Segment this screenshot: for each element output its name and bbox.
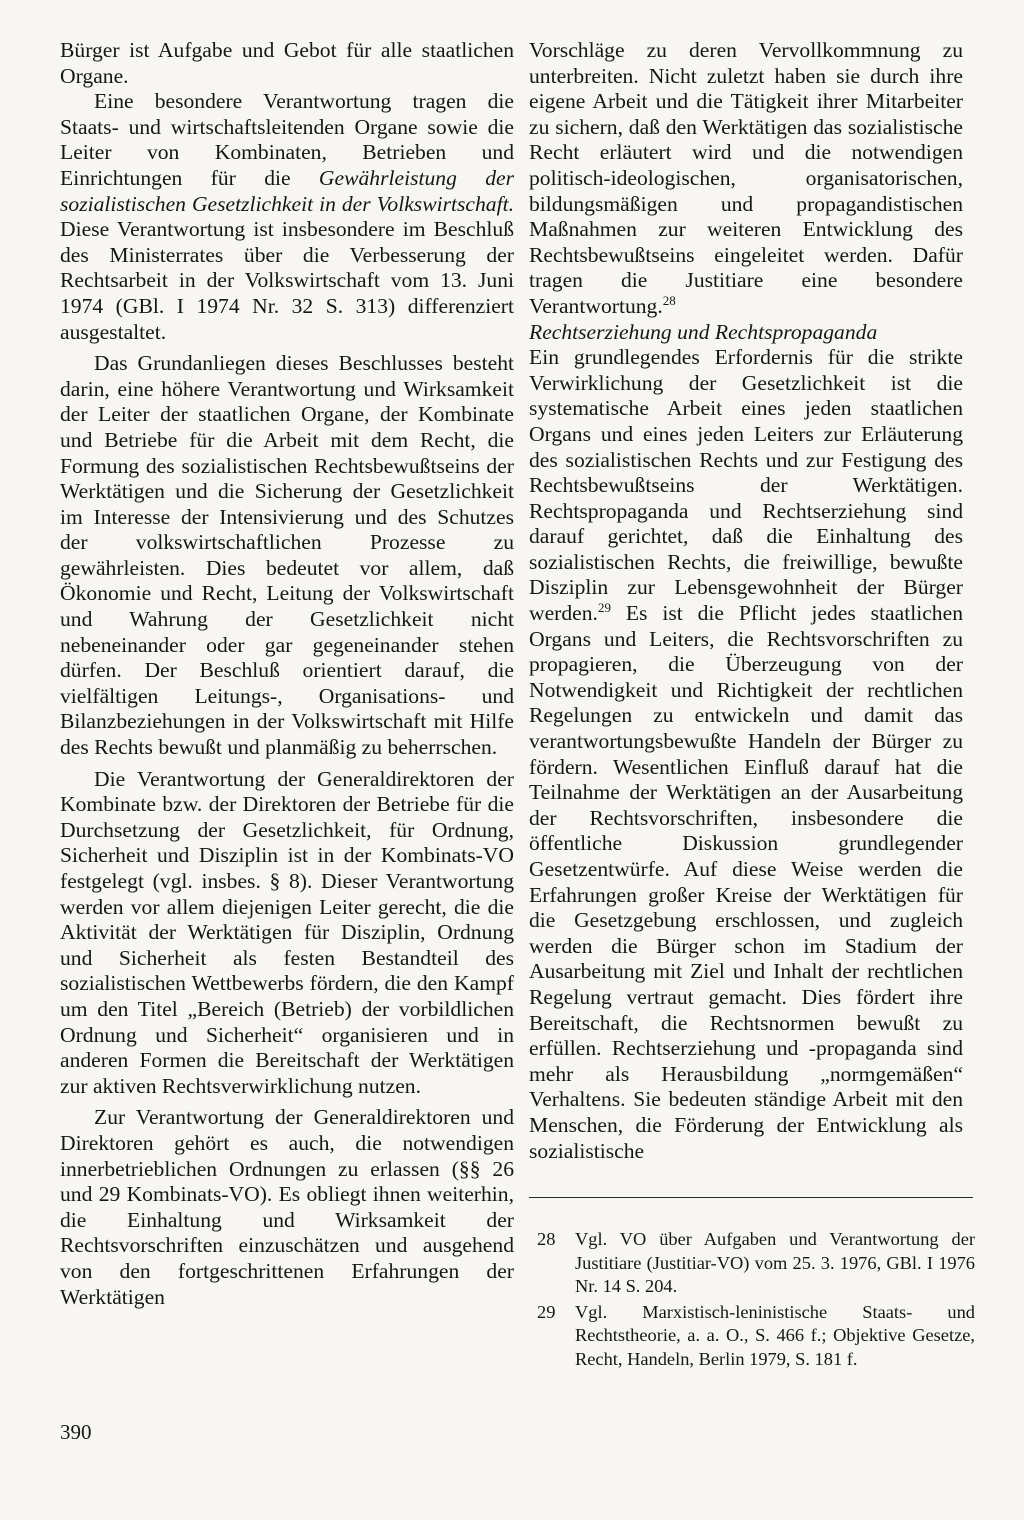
footnote-text: Vgl. Marxistisch-leninistische Staats- und Rechtstheorie, a. a. O., S. 466 f.; Objektive Gesetze, Recht, Handeln, Berlin 1979, S. 181 f. <box>575 1301 975 1369</box>
right-text-column <box>529 38 963 1164</box>
footnote-number: 29 <box>537 1301 556 1322</box>
paragraph-continued: Vorschläge zu deren Vervollkommnung zu unterbreiten. Nicht zuletzt haben sie durch ihre eigene Arbeit und die Tätigkeit ihrer Mitarbeiter zu sichern, daß den Werktätigen das sozialistische Recht erläutert wird und die notwendigen politisch-ideologischen, organisatorischen, bildungsmäßigen und propagandistischen Maßnahmen zur weiteren Entwicklung des Rechtsbewußtseins eingeleitet werden. Dafür tragen die Justitiare eine besondere Verantwortung.$^{28}$ <box>529 38 963 318</box>
footnote <box>537 1228 975 1299</box>
section-heading: Rechtserziehung und Rechtspropaganda <box>529 319 878 344</box>
paragraph-continued: Bürger ist Aufgabe und Gebot für alle staatlichen Organe. <box>60 38 514 88</box>
paragraph: Zur Verantwortung der Generaldirektoren und Direktoren gehört es auch, die notwendigen innerbetrieblichen Ordnungen zu erlassen (§§ 26 und 29 Kombinats-VO). Es obliegt ihnen weiterhin, die Einhaltung und Wirksamkeit der Rechtsvorschriften einzuschätzen und ausgehend von den fortgeschrittenen Erfahrungen der Werktätigen <box>60 1105 514 1309</box>
left-text-column <box>60 38 514 1310</box>
paragraph: Die Verantwortung der Generaldirektoren der Kombinate bzw. der Direktoren der Betriebe für die Durchsetzung der Gesetzlichkeit, für Ordnung, Sicherheit und Disziplin ist in der Kombinats-VO festgelegt (vgl. insbes. § 8). Dieser Verantwortung werden vor allem diejenigen Leiter gerecht, die die Aktivität der Werktätigen für Disziplin, Ordnung und Sicherheit als festen Bestandteil des sozialistischen Wettbewerbs fördern, die den Kampf um den Titel „Bereich (Betrieb) der vorbildlichen Ordnung und Sicherheit“ organisieren und in anderen Formen die Bereitschaft der Werktätigen zur aktiven Rechtsverwirklichung nutzen. <box>60 766 514 1098</box>
footnote-divider <box>529 1197 973 1198</box>
paragraph: Das Grundanliegen dieses Beschlusses besteht darin, eine höhere Verantwortung und Wirksamkeit der Leiter der staatlichen Organe, der Kombinate und Betriebe für die Arbeit mit dem Recht, die Formung des sozialistischen Rechtsbewußtseins der Werktätigen und die Sicherung der Gesetzlichkeit im Interesse der Intensivierung und des Schutzes der volkswirtschaftlichen Prozesse zu gewährleisten. Dies bedeutet vor allem, daß Ökonomie und Recht, Leitung der Volkswirtschaft und Wahrung der Gesetzlichkeit nicht nebeneinander oder gar gegeneinander stehen dürfen. Der Beschluß orientiert darauf, die vielfältigen Leitungs-, Organisations- und Bilanzbeziehungen in der Volkswirtschaft mit Hilfe des Rechts bewußt und planmäßig zu beherrschen. <box>60 351 514 760</box>
footnote-reference: 29 <box>597 599 611 615</box>
paragraph: Ein grundlegendes Erfordernis für die strikte Verwirklichung der Gesetzlichkeit ist die systematische Arbeit eines jeden staatlichen Organs und eines jeden Leiters zur Erläuterung des sozialistischen Rechts und zur Festigung des Rechtsbewußtseins der Werktätigen. Rechtspropaganda und Rechtserziehung sind darauf gerichtet, daß die Einhaltung des sozialistischen Rechts, die freiwillige, bewußte Disziplin zur Lebensgewohnheit der Bürger werden.$^{29}$ Es ist die Pflicht jedes staatlichen Organs und Leiters, die Rechtsvorschriften zu propagieren, die Überzeugung von der Notwendigkeit und Richtigkeit der rechtlichen Regelungen zu entwickeln und damit das verantwortungsbewußte Handeln der Bürger zu fördern. Wesentlichen Einfluß darauf hat die Teilnahme der Werktätigen an der Ausarbeitung der Rechtsvorschriften, insbesondere die öffentliche Diskussion grundlegender Gesetzentwürfe. Auf diese Weise werden die Erfahrungen großer Kreise der Werktätigen für die Gesetzgebung erschlossen, und zugleich werden die Bürger schon im Stadium der Ausarbeitung mit Ziel und Inhalt der rechtlichen Regelung vertraut gemacht. Dies fördert ihre Bereitschaft, die Rechtsnormen bewußt zu erfüllen. Rechtserziehung und -propaganda sind mehr als Herausbildung „normgemäßen“ Verhaltens. Sie bedeuten ständige Arbeit mit den Menschen, die Förderung der Entwicklung als sozialistische <box>529 345 963 1163</box>
footnote <box>537 1301 975 1372</box>
footnotes <box>537 1228 975 1373</box>
footnote-text: Vgl. VO über Aufgaben und Verantwortung der Justitiare (Justitiar-VO) vom 25. 3. 1976, GBl. I 1976 Nr. 14 S. 204. <box>575 1229 975 1296</box>
page-number: 390 <box>60 1420 92 1444</box>
footnote-reference: 28 <box>662 292 676 308</box>
paragraph: Eine besondere Verantwortung tragen die Staats- und wirtschaftsleitenden Organe sowie die Leiter von Kombinaten, Betrieben und Einrichtungen für die Gewährleistung der sozialistischen Gesetzlichkeit in der Volkswirtschaft. Diese Verantwortung ist insbesondere im Beschluß des Ministerrates über die Verbesserung der Rechtsarbeit in der Volkswirtschaft vom 13. Juni 1974 (GBl. I 1974 Nr. 32 S. 313) differenziert ausgestaltet. <box>60 89 515 344</box>
footnote-number: 28 <box>537 1229 556 1249</box>
